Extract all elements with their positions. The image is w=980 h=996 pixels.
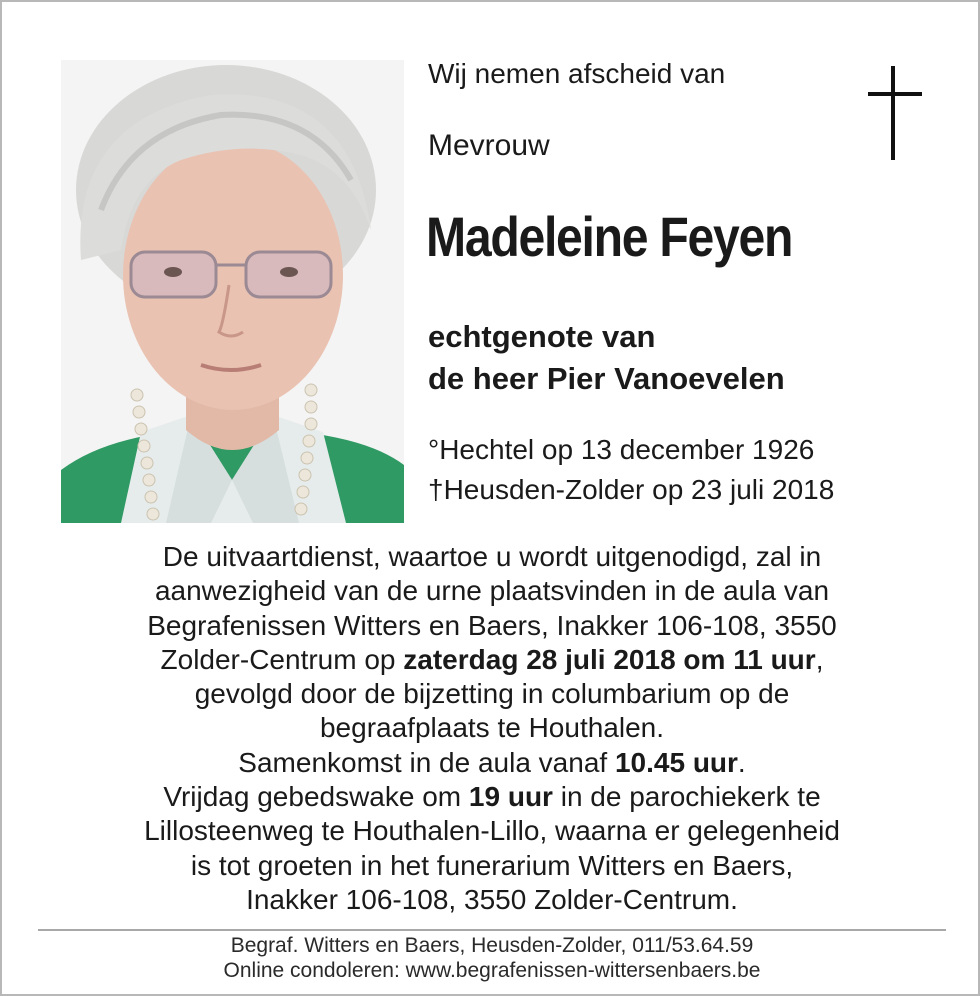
ceremony-line: is tot groeten in het funerarium Witters en Baers, bbox=[190, 849, 794, 881]
funeral-home-contact: Begraf. Witters en Baers, Heusden-Zolder, 011/53.64.59 bbox=[230, 934, 754, 957]
ceremony-line: gevolgd door de bijzetting in columbarium op de bbox=[194, 678, 790, 710]
gathering-time: 10.45 uur bbox=[614, 746, 738, 778]
dates-block bbox=[428, 430, 834, 510]
ceremony-line: Begrafenissen Witters en Baers, Inakker 106-108, 3550 bbox=[147, 609, 837, 641]
spouse-block bbox=[428, 316, 785, 400]
birth-date: °Hechtel op 13 december 1926 bbox=[428, 434, 815, 465]
condolence-link[interactable]: Online condoleren: www.begrafenissen-wittersenbaers.be bbox=[223, 959, 761, 982]
ceremony-line: Zolder-Centrum op zaterdag 28 juli 2018 om 11 uur, bbox=[160, 643, 824, 675]
ceremony-line: aanwezigheid van de urne plaatsvinden in de aula van bbox=[154, 575, 830, 607]
honorific: Mevrouw bbox=[428, 129, 550, 162]
dagger-icon: † bbox=[428, 474, 444, 505]
footer-divider bbox=[38, 929, 946, 931]
service-datetime: zaterdag 28 juli 2018 om 11 uur bbox=[403, 643, 816, 675]
intro-text: Wij nemen afscheid van bbox=[428, 58, 726, 89]
ceremony-line: Samenkomst in de aula vanaf 10.45 uur. bbox=[238, 746, 746, 778]
death-date bbox=[428, 470, 834, 510]
death-date-text: Heusden-Zolder op 23 juli 2018 bbox=[443, 474, 835, 505]
ceremony-line: Inakker 106-108, 3550 Zolder-Centrum. bbox=[246, 883, 738, 915]
footer bbox=[32, 933, 952, 983]
ceremony-line: Vrijdag gebedswake om 19 uur in de parochiekerk te bbox=[163, 781, 821, 813]
wake-time: 19 uur bbox=[468, 781, 553, 813]
ceremony-line: begraafplaats te Houthalen. bbox=[319, 712, 665, 744]
ceremony-line: Lillosteenweg te Houthalen-Lillo, waarna er gelegenheid bbox=[144, 815, 840, 847]
spouse-line-2: de heer Pier Vanoevelen bbox=[428, 361, 785, 396]
ceremony-line: De uitvaartdienst, waartoe u wordt uitgenodigd, zal in bbox=[162, 541, 822, 572]
deceased-name: Madeleine Feyen bbox=[426, 205, 793, 268]
ceremony-text bbox=[32, 540, 952, 917]
portrait-photo bbox=[61, 60, 404, 523]
cross-icon bbox=[868, 66, 922, 160]
spouse-line-1: echtgenote van bbox=[428, 319, 656, 354]
